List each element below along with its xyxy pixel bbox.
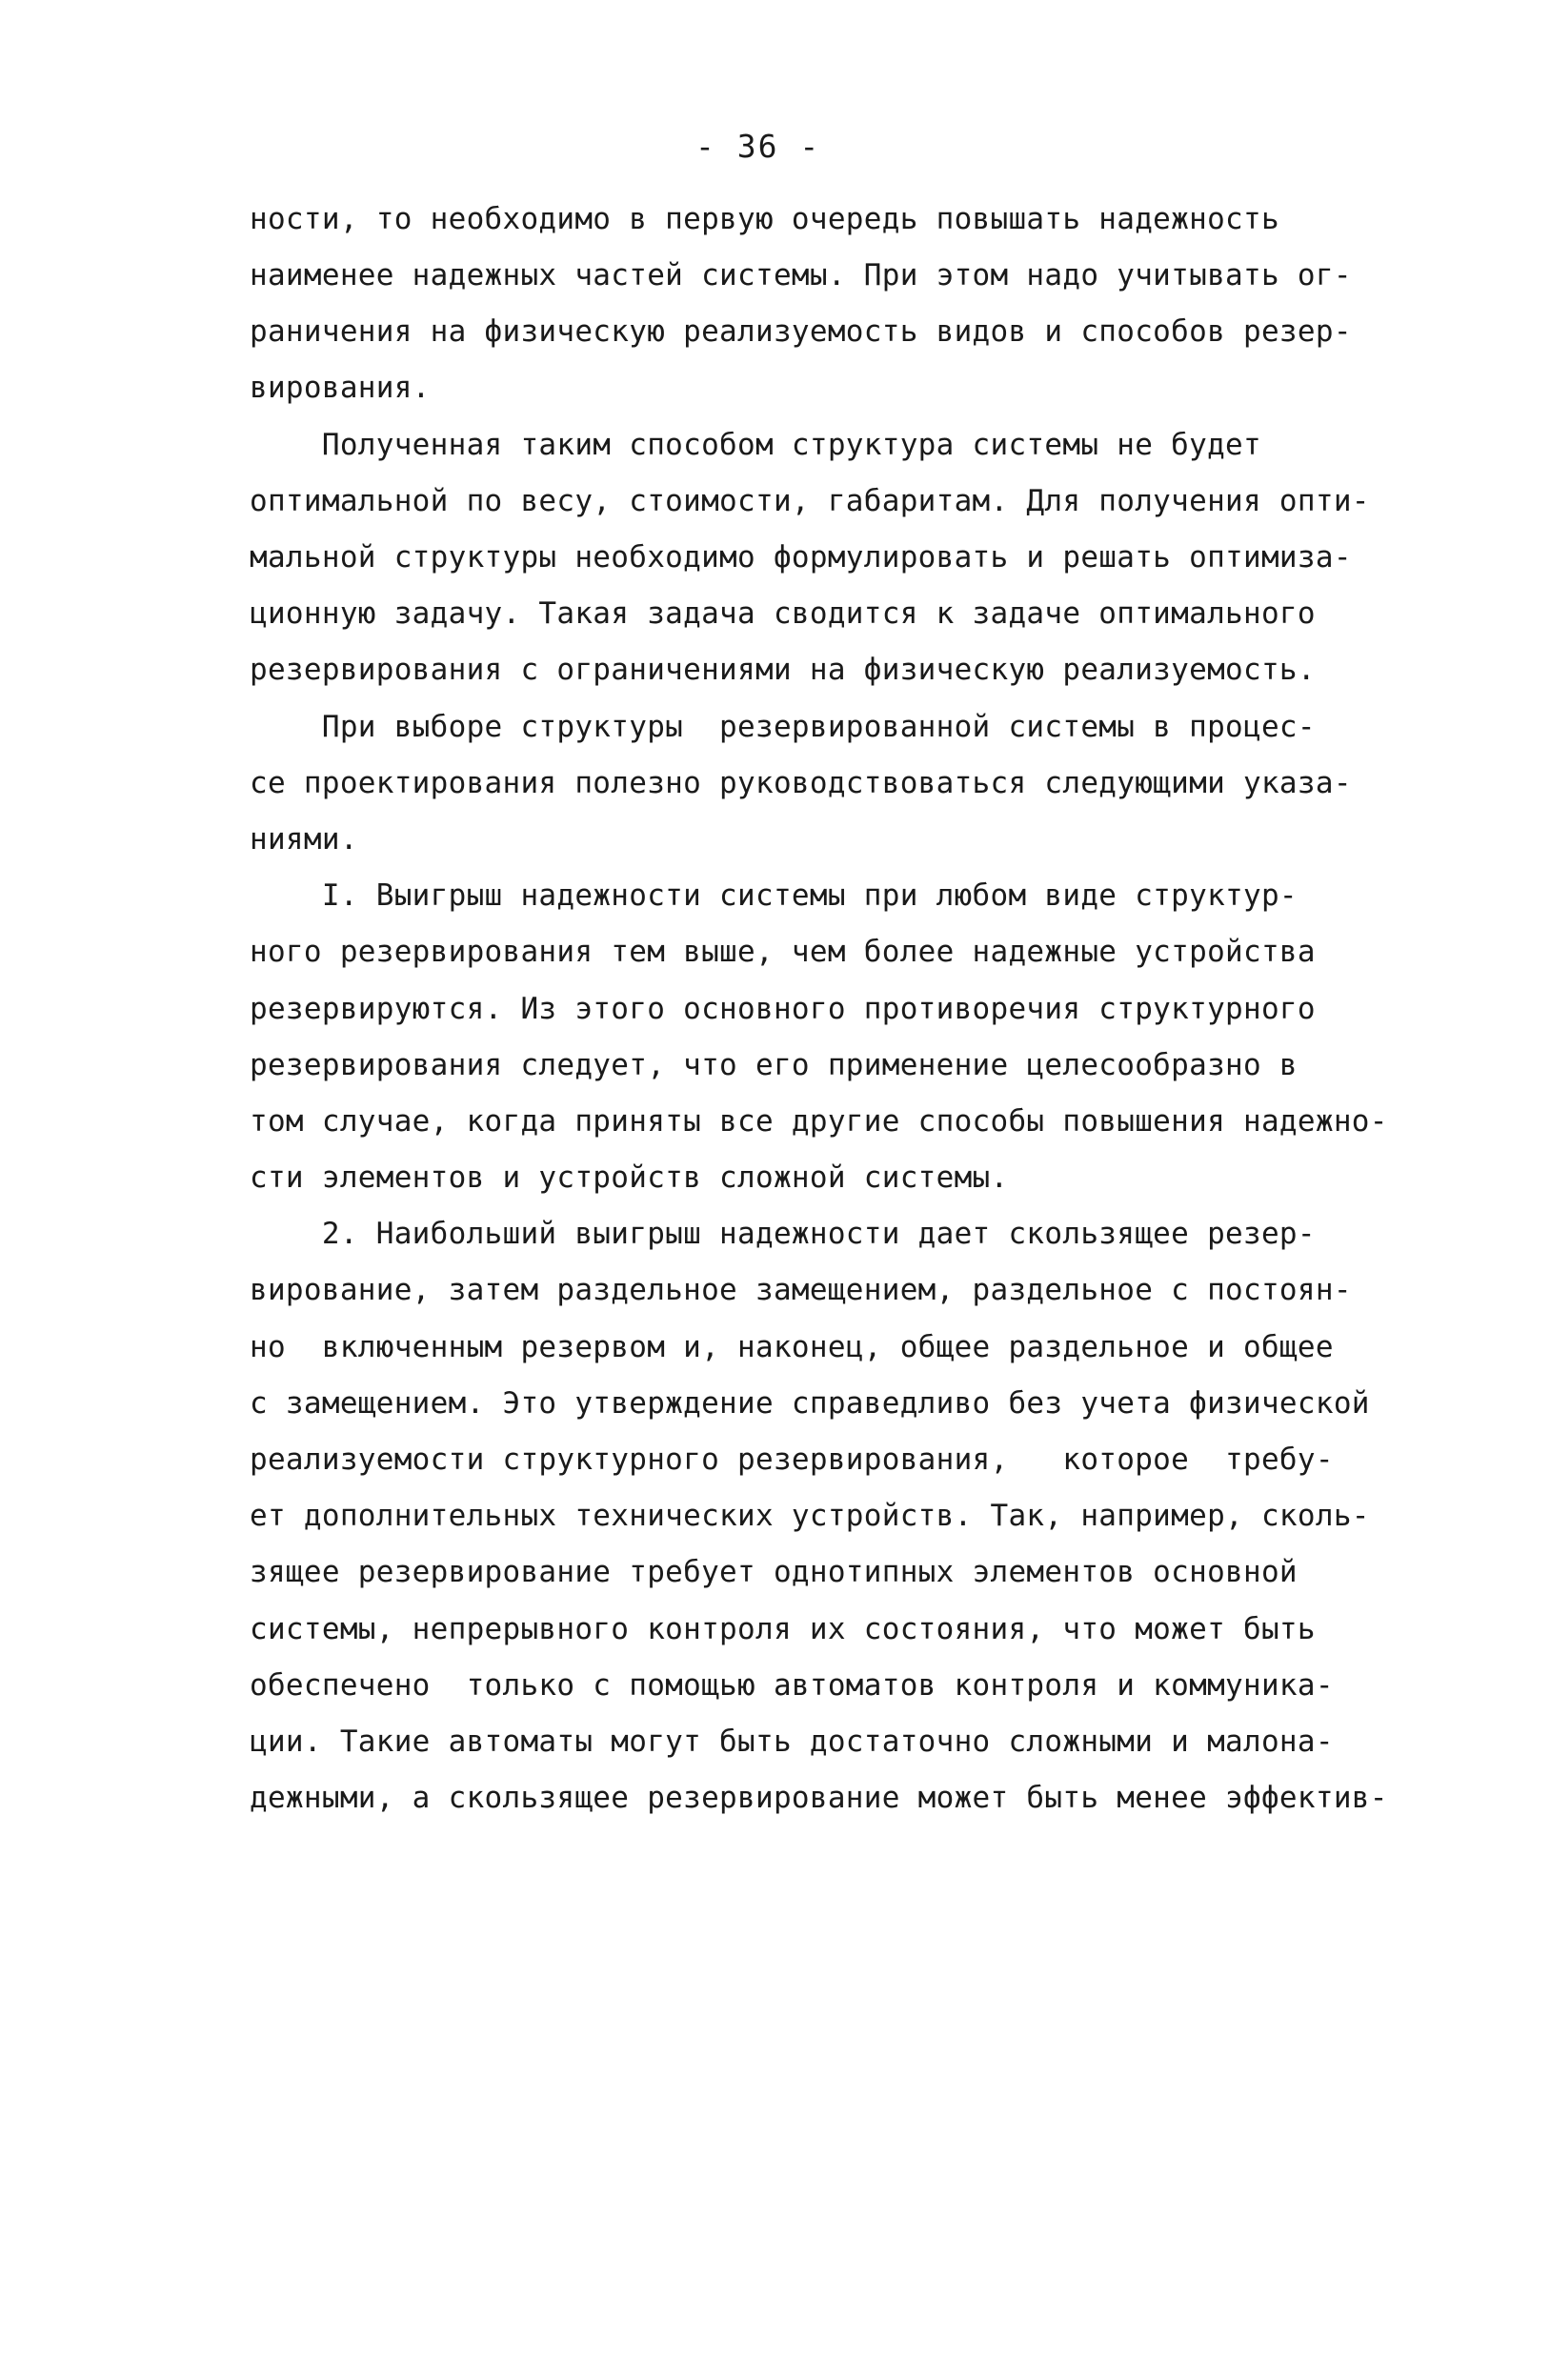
text-line: резервирования следует, что его применение целесообразно в: [250, 1048, 1298, 1082]
text-line: Полученная таким способом структура системы не будет: [250, 428, 1261, 462]
text-line: том случае, когда приняты все другие способы повышения надежно-: [250, 1104, 1388, 1139]
text-line: сти элементов и устройств сложной системы.: [250, 1160, 1009, 1195]
text-line: вирование, затем раздельное замещением, раздельное с постоян-: [250, 1273, 1352, 1307]
text-line: реализуемости структурного резервирования, которое требу-: [250, 1442, 1334, 1477]
page-number: - 36 -: [695, 128, 821, 165]
text-line: ности, то необходимо в первую очередь повышать надежность: [250, 202, 1279, 236]
text-line: ционную задачу. Такая задача сводится к задаче оптимального: [250, 596, 1316, 631]
text-line: ниями.: [250, 822, 358, 857]
text-line: наименее надежных частей системы. При этом надо учитывать ог-: [250, 258, 1352, 292]
text-line: системы, непрерывного контроля их состояния, что может быть: [250, 1612, 1316, 1646]
text-line: обеспечено только с помощью автоматов контроля и коммуника-: [250, 1668, 1334, 1703]
text-line: но включенным резервом и, наконец, общее раздельное и общее: [250, 1330, 1334, 1364]
text-line: вирования.: [250, 371, 431, 405]
text-line: При выборе структуры резервированной системы в процес-: [250, 710, 1316, 744]
text-line: се проектирования полезно руководствоваться следующими указа-: [250, 766, 1352, 800]
text-line: резервируются. Из этого основного противоречия структурного: [250, 992, 1316, 1026]
text-line: 2. Наибольший выигрыш надежности дает скользящее резер-: [250, 1217, 1316, 1251]
text-line: ет дополнительных технических устройств. Так, например, сколь-: [250, 1499, 1370, 1533]
text-line: с замещением. Это утверждение справедливо без учета физической: [250, 1386, 1370, 1421]
text-line: ного резервирования тем выше, чем более надежные устройства: [250, 935, 1316, 969]
text-line: ции. Такие автоматы могут быть достаточно сложными и малона-: [250, 1724, 1334, 1759]
text-line: дежными, а скользящее резервирование может быть менее эффектив-: [250, 1781, 1388, 1815]
text-line: зящее резервирование требует однотипных элементов основной: [250, 1555, 1298, 1589]
text-line: раничения на физическую реализуемость видов и способов резер-: [250, 314, 1352, 349]
text-line: мальной структуры необходимо формулировать и решать оптимиза-: [250, 540, 1352, 575]
text-line: I. Выигрыш надежности системы при любом виде структур-: [250, 878, 1298, 913]
text-line: оптимальной по весу, стоимости, габаритам. Для получения опти-: [250, 484, 1370, 518]
text-line: резервирования с ограничениями на физическую реализуемость.: [250, 653, 1316, 687]
